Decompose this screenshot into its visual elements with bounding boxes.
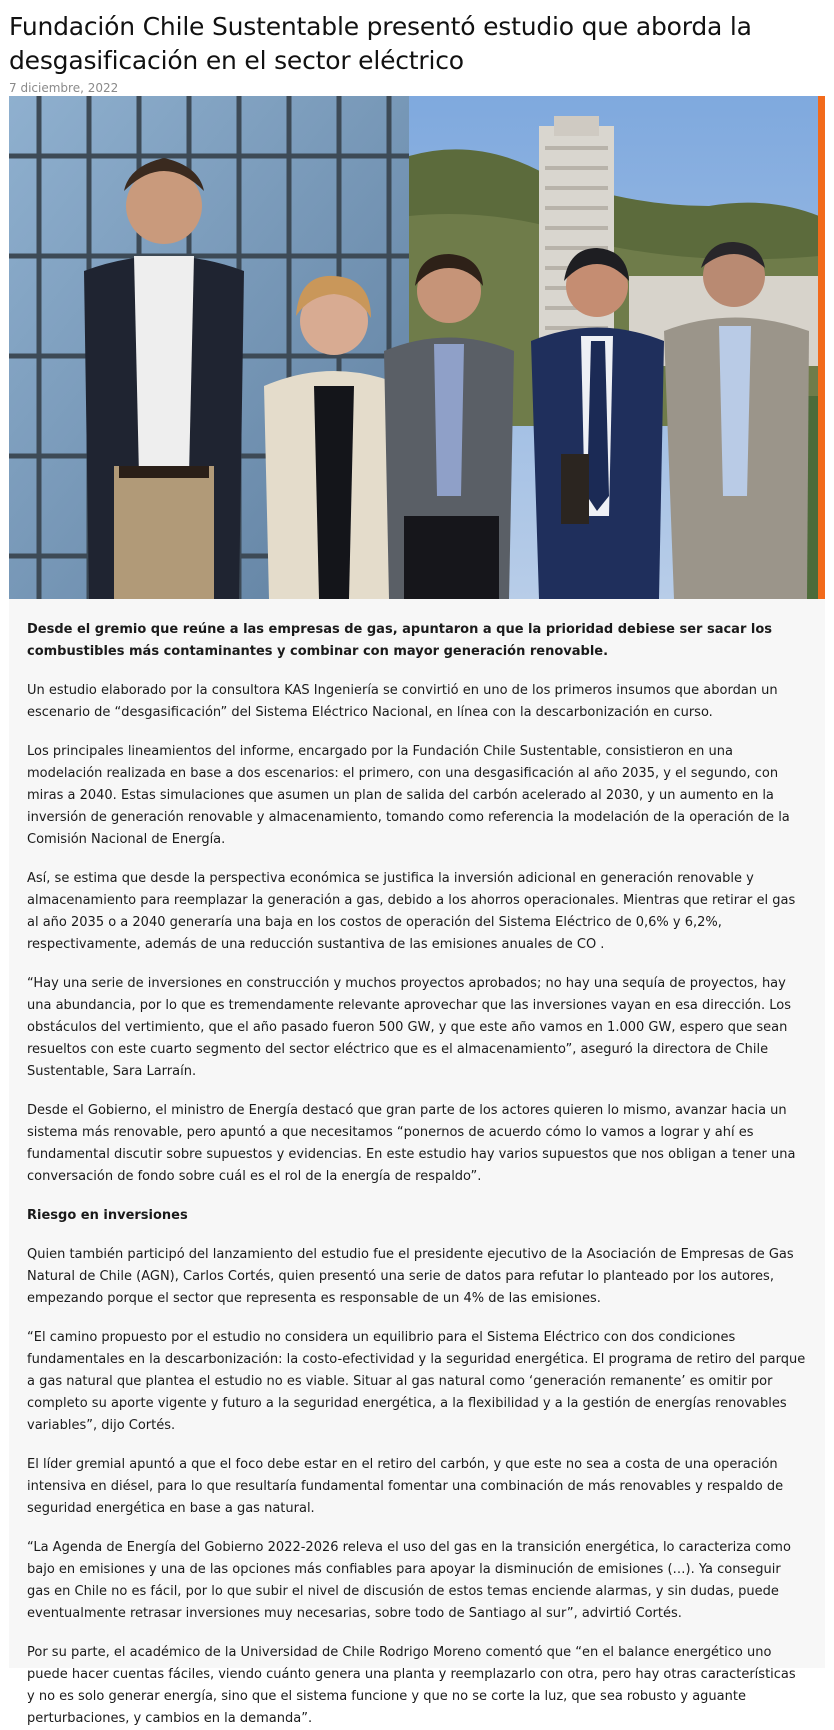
- article-subheading: Riesgo en inversiones: [27, 1208, 188, 1223]
- accent-bar: [818, 96, 825, 599]
- article-paragraph: Un estudio elaborado por la consultora KAS Ingeniería se convirtió en uno de los primeros insumos que abordan un escenario de “desgasificación” del Sistema Eléctrico Nacional, en línea con la descarbonización en curso.: [27, 683, 778, 720]
- article-paragraph: Por su parte, el académico de la Universidad de Chile Rodrigo Moreno comentó que “en el balance energético uno puede hacer cuentas fáciles, viendo cuánto genera una planta y reemplazarlo con otra, pero hay otras características y no es solo generar energía, sino que el sistema funcione y que no se corte la luz, que sea robusto y aguante perturbaciones, y cambios en la demanda”.: [27, 1645, 796, 1726]
- article-date: 7 diciembre, 2022: [9, 81, 119, 95]
- article-photo: [9, 96, 825, 599]
- article-paragraph: “Hay una serie de inversiones en construcción y muchos proyectos aprobados; no hay una sequía de proyectos, hay una abundancia, por lo que es tremendamente relevante aprovechar que las inversiones vayan en esa dirección. Los obstáculos del vertimiento, que el año pasado fueron 500 GW, y que este año vamos en 1.000 GW, espero que sean resueltos con este cuarto segmento del sector eléctrico que es el almacenamiento”, aseguró la directora de Chile Sustentable, Sara Larraín.: [27, 976, 792, 1079]
- article-paragraph: “La Agenda de Energía del Gobierno 2022-2026 releva el uso del gas en la transición energética, lo caracteriza como bajo en emisiones y una de las opciones más confiables para apoyar la disminución de emisiones (…). Ya conseguir gas en Chile no es fácil, por lo que subir el nivel de discusión de estos temas enciende alarmas, y sin dudas, puede eventualmente retrasar inversiones muy necesarias, sobre todo de Santiago al sur”, advirtió Cortés.: [27, 1540, 791, 1621]
- article-body: [9, 599, 825, 1726]
- article-paragraph: Los principales lineamientos del informe, encargado por la Fundación Chile Sustentable, consistieron en una modelación realizada en base a dos escenarios: el primero, con una desgasificación al año 2035, y el segundo, con miras a 2040. Estas simulaciones que asumen un plan de salida del carbón acelerado al 2030, y un aumento en la inversión de generación renovable y almacenamiento, tomando como referencia la modelación de la operación de la Comisión Nacional de Energía.: [27, 744, 790, 847]
- article-lead: Desde el gremio que reúne a las empresas de gas, apuntaron a que la prioridad debiese ser sacar los combustibles más contaminantes y combinar con mayor generación renovable.: [27, 622, 773, 659]
- article-paragraph: “El camino propuesto por el estudio no considera un equilibrio para el Sistema Eléctrico con dos condiciones fundamentales en la descarbonización: la costo-efectividad y la seguridad energética. El programa de retiro del parque a gas natural que plantea el estudio no es viable. Situar al gas natural como ‘generación remanente’ es omitir por completo su aporte vigente y futuro a la seguridad energética, a la flexibilidad y a la gestión de energías renovables variables”, dijo Cortés.: [27, 1330, 806, 1433]
- article-paragraph: Quien también participó del lanzamiento del estudio fue el presidente ejecutivo de la Asociación de Empresas de Gas Natural de Chile (AGN), Carlos Cortés, quien presentó una serie de datos para refutar lo planteado por los autores, empezando porque el sector que representa es responsable de un 4% de las emisiones.: [27, 1247, 794, 1306]
- article-header: [0, 0, 834, 96]
- group-photo: [9, 96, 819, 599]
- article-paragraph: Así, se estima que desde la perspectiva económica se justifica la inversión adicional en generación renovable y almacenamiento para reemplazar la generación a gas, debido a los ahorros operacionales. Mientras que retirar el gas al año 2035 o a 2040 generaría una baja en los costos de operación del Sistema Eléctrico de 0,6% y 6,2%, respectivamente, además de una reducción sustantiva de las emisiones anuales de CO .: [27, 871, 796, 952]
- article-paragraph: Desde el Gobierno, el ministro de Energía destacó que gran parte de los actores quieren lo mismo, avanzar hacia un sistema más renovable, pero apuntó a que necesitamos “ponernos de acuerdo cómo lo vamos a lograr y ahí es fundamental discutir sobre supuestos y evidencias. En este estudio hay varios supuestos que nos obligan a tener una conversación de fondo sobre cuál es el rol de la energía de respaldo”.: [27, 1103, 796, 1184]
- article-title: Fundación Chile Sustentable presentó estudio que aborda la desgasificación en el sector eléctrico: [9, 12, 752, 75]
- article-paragraph: El líder gremial apuntó a que el foco debe estar en el retiro del carbón, y que este no sea a costa de una operación intensiva en diésel, para lo que resultaría fundamental fomentar una combinación de más renovables y respaldo de seguridad energética en base a gas natural.: [27, 1457, 784, 1516]
